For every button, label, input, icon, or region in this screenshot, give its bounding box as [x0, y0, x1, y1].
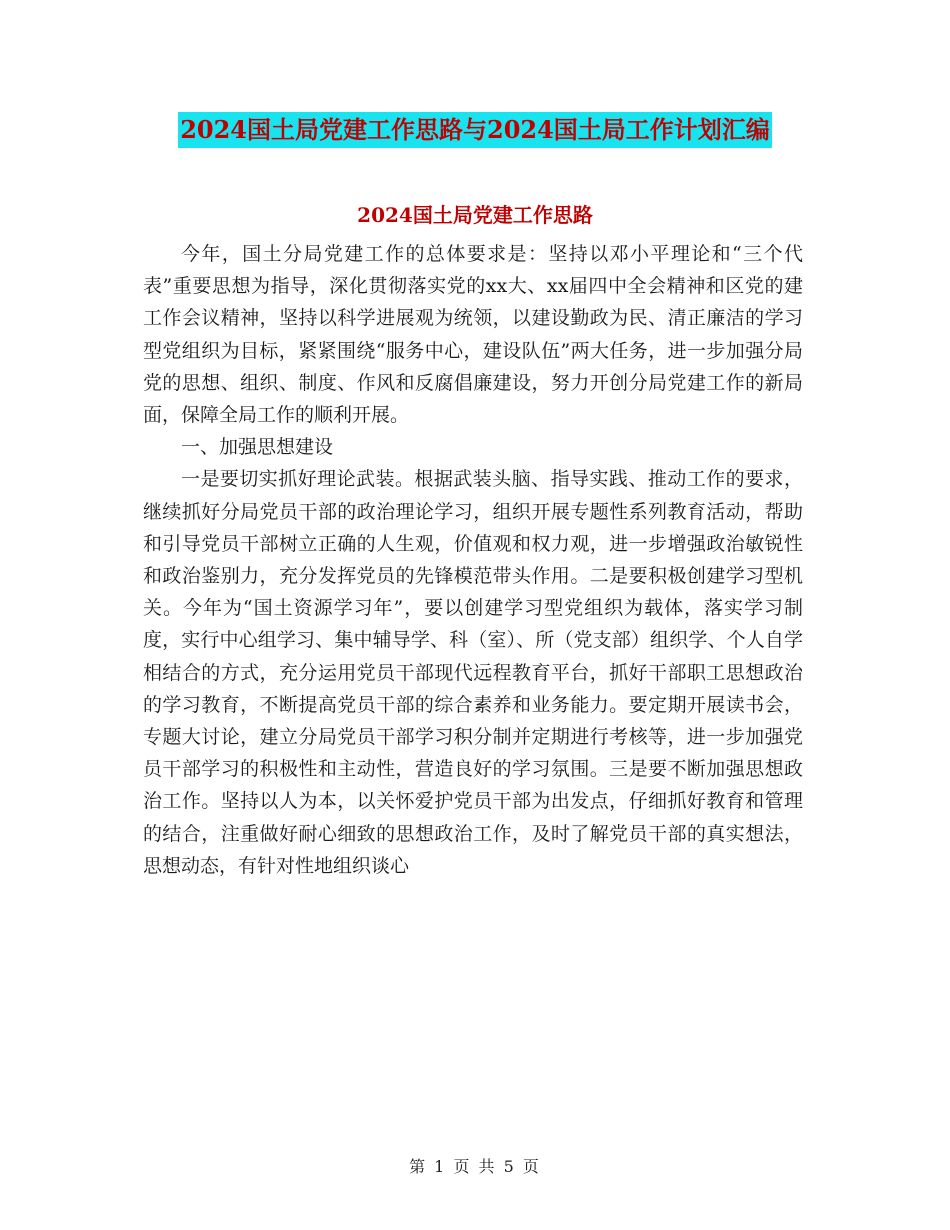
section-title: 2024国土局党建工作思路 [357, 203, 593, 227]
document-body [143, 238, 803, 882]
page-footer [0, 1154, 950, 1177]
paragraph-heading-1: 一、加强思想建设 [181, 436, 334, 459]
document-title-text: 2024国土局党建工作思路与2024国土局工作计划汇编 [178, 112, 772, 148]
paragraph-thought-building: 一是要切实抓好理论武装。根据武装头脑、指导实践、推动工作的要求，继续抓好分局党员干部的政治理论学习，组织开展专题性系列教育活动，帮助和引导党员干部树立正确的人生观，价值观和权力观，进一步增强政治敏锐性和政治鉴别力，充分发挥党员的先锋模范带头作用。二是要积极创建学习型机关。今年为“国土资源学习年”，要以创建学习型党组织为载体，落实学习制度，实行中心组学习、集中辅导学、科（室）、所（党支部）组织学、个人自学相结合的方式，充分运用党员干部现代远程教育平台，抓好干部职工思想政治的学习教育，不断提高党员干部的综合素养和业务能力。要定期开展读书会，专题大讨论，建立分局党员干部学习积分制并定期进行考核等，进一步加强党员干部学习的积极性和主动性，营造良好的学习氛围。三是要不断加强思想政治工作。坚持以人为本，以关怀爱护党员干部为出发点，仔细抓好教育和管理的结合，注重做好耐心细致的思想政治工作，及时了解党员干部的真实想法，思想动态，有针对性地组织谈心 [143, 468, 803, 877]
paragraph-intro: 今年，国土分局党建工作的总体要求是：坚持以邓小平理论和“三个代表”重要思想为指导，深化贯彻落实党的xx大、xx届四中全会精神和区党的建工作会议精神，坚持以科学进展观为统领，以建设勤政为民、清正廉洁的学习型党组织为目标，紧紧围绕“服务中心，建设队伍”两大任务，进一步加强分局党的思想、组织、制度、作风和反腐倡廉建设，努力开创分局党建工作的新局面，保障全局工作的顺利开展。 [143, 243, 803, 427]
page-number: 第 1 页 共 5 页 [409, 1157, 541, 1176]
document-title [0, 112, 950, 151]
